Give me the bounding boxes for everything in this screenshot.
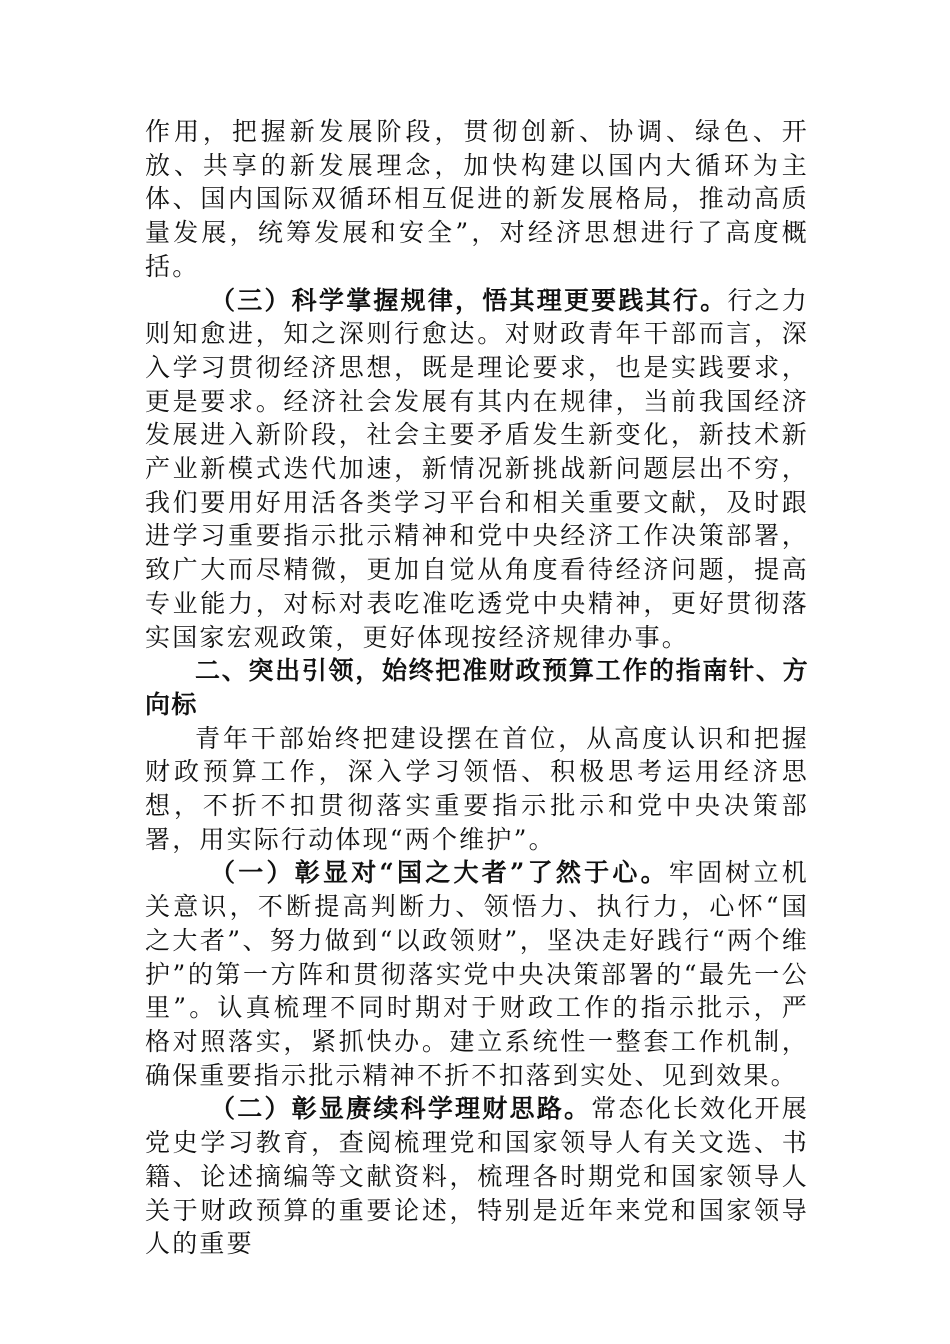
paragraph-part-two-intro: 青年干部始终把建设摆在首位，从高度认识和把握财政预算工作，深入学习领悟、积极思考运用经济思想，不折不扣贯彻落实重要指示批示和党中央决策部署，用实际行动体现“两个维护”。 bbox=[145, 723, 809, 854]
section-three-body: 行之力则知愈进，知之深则行愈达。对财政青年干部而言，深入学习贯彻经济思想，既是理论要求，也是实践要求，更是要求。经济社会发展有其内在规律，当前我国经济发展进入新阶段，社会主要矛盾发生新变化，新技术新产业新模式迭代加速，新情况新挑战新问题层出不穷，我们要用好用活各类学习平台和相关重要文献，及时跟进学习重要指示批示精神和党中央经济工作决策部署，致广大而尽精微，更加自觉从角度看待经济问题，提高专业能力，对标对表吃准吃透党中央精神，更好贯彻落实国家宏观政策，更好体现按经济规律办事。 bbox=[145, 285, 809, 652]
paragraph-section-three bbox=[145, 284, 809, 655]
paragraph-section-two bbox=[145, 1092, 809, 1261]
heading-part-two: 二、突出引领，始终把准财政预算工作的指南针、方向标 bbox=[145, 656, 809, 719]
section-one-body: 牢固树立机关意识，不断提高判断力、领悟力、执行力，心怀“国之大者”、努力做到“以政领财”，坚决走好践行“两个维护”的第一方阵和贯彻落实党中央决策部署的“最先一公里”。认真梳理不同时期对于财政工作的指示批示，严格对照落实，紧抓快办。建立系统性一整套工作机制，确保重要指示批示精神不折不扣落到实处、见到效果。 bbox=[145, 858, 809, 1090]
section-two-title: （二）彰显赓续科学理财思路。 bbox=[210, 1094, 592, 1124]
section-three-title: （三）科学掌握规律，悟其理更要践其行。 bbox=[210, 285, 728, 315]
document-page bbox=[145, 115, 809, 1261]
section-two-body: 常态化长效化开展党史学习教育，查阅梳理党和国家领导人有关文选、书籍、论述摘编等文献资料，梳理各时期党和国家领导人关于财政预算的重要论述，特别是近年来党和国家领导人的重要 bbox=[145, 1094, 809, 1259]
section-one-title: （一）彰显对“国之大者”了然于心。 bbox=[210, 858, 669, 888]
paragraph-continuation: 作用，把握新发展阶段，贯彻创新、协调、绿色、开放、共享的新发展理念，加快构建以国内大循环为主体、国内国际双循环相互促进的新发展格局，推动高质量发展，统筹发展和安全”，对经济思想进行了高度概括。 bbox=[145, 117, 809, 281]
paragraph-section-one bbox=[145, 856, 809, 1092]
